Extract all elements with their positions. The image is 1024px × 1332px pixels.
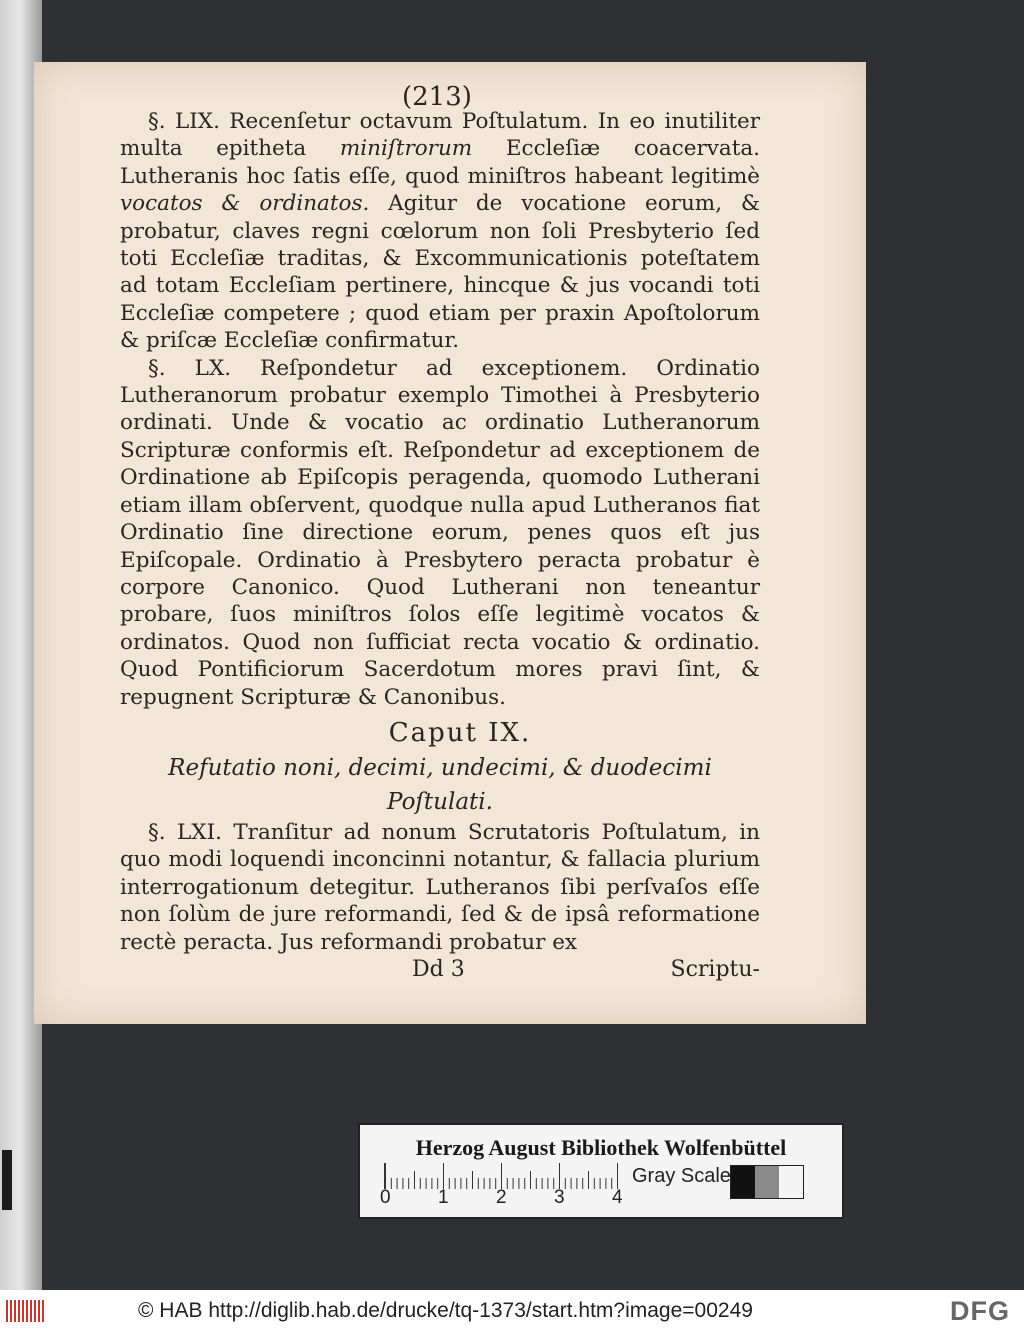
page-number: (213) <box>402 82 472 112</box>
scale-number: 4 <box>612 1187 623 1208</box>
scale-number: 2 <box>496 1187 507 1208</box>
page-footer-line <box>120 956 760 984</box>
page-text <box>120 108 760 984</box>
catchword: Scriptu- <box>670 956 760 982</box>
library-color-card <box>358 1123 844 1219</box>
ruler-scale <box>384 1163 621 1189</box>
signature-mark: Dd 3 <box>412 956 465 982</box>
barcode-icon <box>6 1300 44 1322</box>
scanner-tab <box>2 1150 12 1210</box>
gray-scale-swatches <box>730 1165 804 1199</box>
gray-scale-label: Gray Scale <box>632 1165 731 1187</box>
scale-number: 3 <box>554 1187 565 1208</box>
viewer-footer <box>0 1290 1024 1332</box>
scale-number: 1 <box>438 1187 449 1208</box>
source-credit: © HAB http://diglib.hab.de/drucke/tq-1373/start.htm?image=00249 <box>138 1299 753 1322</box>
paragraph-lix: §. LIX. Recenſetur octavum Poſtulatum. In eo inutiliter multa epitheta miniſtrorum Eccleſiæ coacervata. Lutheranis hoc ſatis eſſe, quod miniſtros habeant legitimè vocatos & ordinatos. Agitur de vocatione eorum, & probatur, claves regni cœlorum non ſoli Presbyterio ſed toti Eccleſiæ traditas, & Excommunicationis poteſtatem ad totam Eccleſiam pertinere, hincque & jus vocandi toti Eccleſiæ competere ; quod etiam per praxin Apoſtolorum & priſcæ Eccleſiæ confirmatur. <box>120 109 760 354</box>
gray-swatch <box>755 1166 779 1198</box>
gray-swatch <box>731 1166 755 1198</box>
dfg-logo: DFG <box>950 1296 1010 1326</box>
library-name: Herzog August Bibliothek Wolfenbüttel <box>415 1135 787 1160</box>
chapter-heading: Caput IX. <box>388 717 532 748</box>
scale-number: 0 <box>380 1187 391 1208</box>
chapter-subtitle: Refutatio noni, decimi, undecimi, & duodecimi Poſtulati. <box>168 754 712 815</box>
paragraph-lxi: §. LXI. Tranſitur ad nonum Scrutatoris Poſtulatum, in quo modi loquendi inconcinni notantur, & fallacia plurium interrogationum detegitur. Lutheranos ſibi perſvaſos eſſe non ſolùm de jure reformandi, ſed & de ipsâ reformatione rectè peracta. Jus reformandi probatur ex <box>120 819 760 955</box>
gray-swatch <box>779 1166 803 1198</box>
paragraph-lx: §. LX. Reſpondetur ad exceptionem. Ordinatio Lutheranorum probatur exemplo Timothei à Presbyterio ordinati. Unde & vocatio ac ordinatio Lutheranorum Scripturæ conformis eſt. Reſpondetur ad exceptionem de Ordinatione ab Epiſcopis peragenda, quomodo Lutherani etiam illam obſervent, quodque nulla apud Lutheranos fiat Ordinatio ſine directione eorum, penes quos eſt jus Epiſcopale. Ordinatio à Presbytero peracta probatur è corpore Canonico. Quod Lutherani non teneantur probare, ſuos miniſtros ſolos eſſe legitimè vocatos & ordinatos. Quod non ſufficiat recta vocatio & ordinatio. Quod Pontificiorum Sacerdotum mores pravi ſint, & repugnent Scripturæ & Canonibus. <box>120 355 760 710</box>
